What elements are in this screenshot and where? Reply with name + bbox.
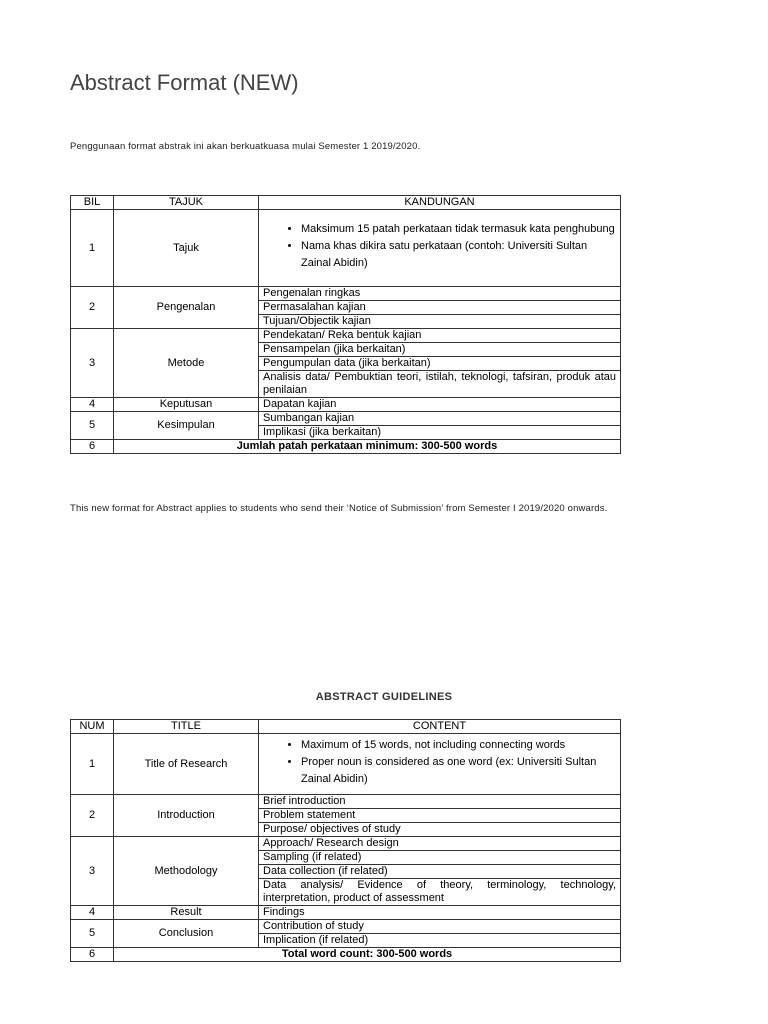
content-item: Implication (if related) <box>259 934 621 948</box>
content-item: Findings <box>259 906 621 920</box>
content-item: Tujuan/Objectik kajian <box>259 315 621 329</box>
table-row <box>71 948 621 962</box>
row-topic: Title of Research <box>114 734 259 795</box>
row-topic: Introduction <box>114 795 259 837</box>
table-row <box>71 287 621 301</box>
total-word-count: Total word count: 300-500 words <box>114 948 621 962</box>
content-item: Purpose/ objectives of study <box>259 823 621 837</box>
content-item: Implikasi (jika berkaitan) <box>259 426 621 440</box>
content-item: Sampling (if related) <box>259 851 621 865</box>
header-kandungan: KANDUNGAN <box>259 196 621 210</box>
table-row <box>71 210 621 287</box>
content-item: Data collection (if related) <box>259 865 621 879</box>
content-item: Contribution of study <box>259 920 621 934</box>
content-item: Approach/ Research design <box>259 837 621 851</box>
row-number: 4 <box>71 906 114 920</box>
row-topic: Methodology <box>114 837 259 906</box>
content-item: Pengenalan ringkas <box>259 287 621 301</box>
note-text: This new format for Abstract applies to students who send their ‘Notice of Submission’ from Semester I 2019/2020 onwards. <box>70 503 608 514</box>
table-row <box>71 734 621 795</box>
intro-text: Penggunaan format abstrak ini akan berkuatkuasa mulai Semester 1 2019/2020. <box>70 141 421 152</box>
bullet-list <box>263 737 616 788</box>
table-row <box>71 329 621 343</box>
header-bil: BIL <box>71 196 114 210</box>
row-content <box>259 734 621 795</box>
header-content: CONTENT <box>259 720 621 734</box>
content-item: Pensampelan (jika berkaitan) <box>259 343 621 357</box>
abstract-format-table-malay <box>70 195 621 454</box>
row-number: 6 <box>71 440 114 454</box>
abstract-guidelines-table-english <box>70 719 621 962</box>
header-title: TITLE <box>114 720 259 734</box>
list-item: • Maximum of 15 words, not including connecting words <box>301 737 616 754</box>
header-tajuk: TAJUK <box>114 196 259 210</box>
row-number: 1 <box>71 210 114 287</box>
row-topic: Pengenalan <box>114 287 259 329</box>
table-row <box>71 920 621 934</box>
table-row <box>71 412 621 426</box>
page-title: Abstract Format (NEW) <box>70 70 299 95</box>
table-row <box>71 837 621 851</box>
row-topic: Kesimpulan <box>114 412 259 440</box>
row-topic: Keputusan <box>114 398 259 412</box>
list-item: • Proper noun is considered as one word (ex: Universiti Sultan Zainal Abidin) <box>301 754 616 788</box>
row-topic: Result <box>114 906 259 920</box>
total-word-count: Jumlah patah perkataan minimum: 300-500 words <box>114 440 621 454</box>
row-topic: Metode <box>114 329 259 398</box>
content-item: Pendekatan/ Reka bentuk kajian <box>259 329 621 343</box>
table-header-row <box>71 720 621 734</box>
row-number: 2 <box>71 795 114 837</box>
content-item: Problem statement <box>259 809 621 823</box>
table-header-row <box>71 196 621 210</box>
content-item: Pengumpulan data (jika berkaitan) <box>259 357 621 371</box>
content-item: Data analysis/ Evidence of theory, terminology, technology, interpretation, product of assessment <box>259 879 621 906</box>
table-row <box>71 398 621 412</box>
bullet-list <box>263 221 616 272</box>
content-item: Sumbangan kajian <box>259 412 621 426</box>
row-number: 1 <box>71 734 114 795</box>
row-number: 2 <box>71 287 114 329</box>
content-item: Dapatan kajian <box>259 398 621 412</box>
row-topic: Tajuk <box>114 210 259 287</box>
row-content <box>259 210 621 287</box>
section-heading: ABSTRACT GUIDELINES <box>315 691 453 703</box>
header-num: NUM <box>71 720 114 734</box>
row-topic: Conclusion <box>114 920 259 948</box>
table-row <box>71 795 621 809</box>
row-number: 3 <box>71 837 114 906</box>
row-number: 6 <box>71 948 114 962</box>
list-item: • Maksimum 15 patah perkataan tidak termasuk kata penghubung <box>301 221 616 238</box>
content-item: Analisis data/ Pembuktian teori, istilah, teknologi, tafsiran, produk atau penilaian <box>259 371 621 398</box>
row-number: 5 <box>71 920 114 948</box>
row-number: 5 <box>71 412 114 440</box>
table-row <box>71 906 621 920</box>
list-item: • Nama khas dikira satu perkataan (contoh: Universiti Sultan Zainal Abidin) <box>301 238 616 272</box>
content-item: Permasalahan kajian <box>259 301 621 315</box>
content-item: Brief introduction <box>259 795 621 809</box>
row-number: 3 <box>71 329 114 398</box>
table-row <box>71 440 621 454</box>
row-number: 4 <box>71 398 114 412</box>
